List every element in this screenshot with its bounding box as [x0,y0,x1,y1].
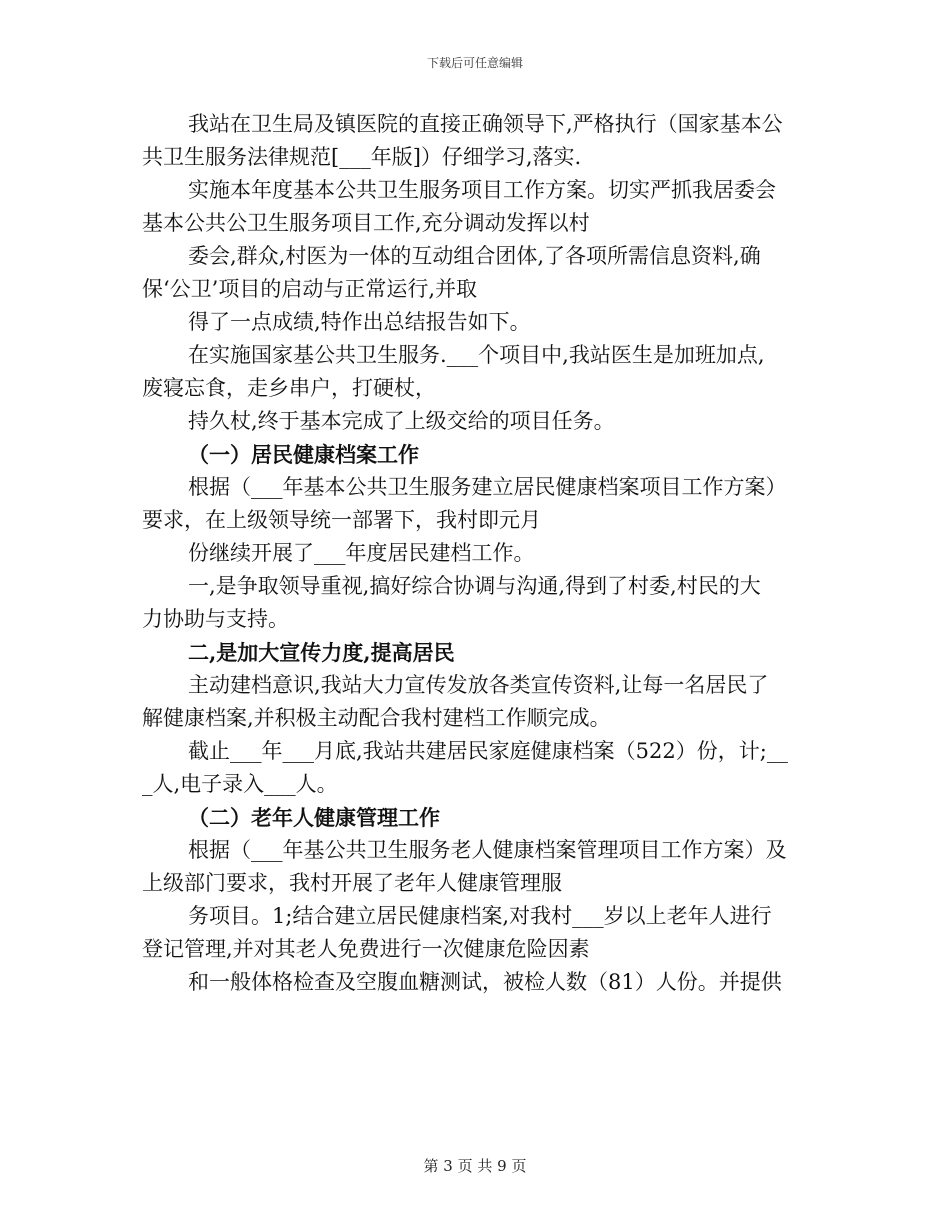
body-line: 保‘公卫’项目的启动与正常运行,并取 [142,277,478,301]
body-line: 得了一点成绩,特作出总结报告如下。 [188,310,531,334]
download-edit-note: 下载后可任意编辑 [426,56,523,70]
section-heading: （二）老年人健康管理工作 [188,805,440,830]
body-line: 根据（___年基公共卫生服务老人健康档案管理项目工作方案）及 [188,838,787,862]
body-line: _人,电子录入___人。 [142,772,338,796]
body-line: 委会,群众,村医为一体的互动组合团体,了各项所需信息资料,确 [188,244,761,268]
section-heading: 二,是加大宣传力度,提高居民 [188,640,455,665]
body-line: 实施本年度基本公共卫生服务项目工作方案。切实严抓我居委会 [188,178,776,202]
body-line: 力协助与支持。 [142,607,289,631]
body-line: 份继续开展了___年度居民建档工作。 [188,541,535,565]
body-line: 主动建档意识,我站大力宣传发放各类宣传资料,让每一名居民了 [188,673,769,697]
body-line: 基本公共公卫生服务项目工作,充分调动发挥以村 [142,211,590,235]
page-number: 第 3 页 共 9 页 [423,1157,527,1175]
body-line: 共卫生服务法律规范[___年版]）仔细学习,落实. [142,145,582,169]
body-line: 截止___年___月底,我站共建居民家庭健康档案（522）份，计;__ [188,739,788,763]
document-body [142,108,814,999]
body-line: 持久杖,终于基本完成了上级交给的项目任务。 [188,409,615,433]
section-heading: （一）居民健康档案工作 [188,442,419,467]
body-line: 我站在卫生局及镇医院的直接正确领导下,严格执行（国家基本公 [188,112,783,136]
body-line: 上级部门要求，我村开展了老年人健康管理服 [142,871,562,895]
body-line: 务项目。1;结合建立居民健康档案,对我村___岁以上老年人进行 [188,904,772,928]
body-line: 在实施国家基公共卫生服务.___个项目中,我站医生是加班加点, [188,343,765,367]
body-line: 废寝忘食，走乡串户，打硬杖， [142,376,436,400]
body-line: 登记管理,并对其老人免费进行一次健康危险因素 [142,937,590,961]
body-line: 和一般体格检查及空腹血糖测试，被检人数（81）人份。并提供 [188,970,782,994]
body-line: 要求，在上级领导统一部署下，我村即元月 [142,508,541,532]
body-line: 一,是争取领导重视,搞好综合协调与沟通,得到了村委,村民的大 [188,574,761,598]
body-line: 根据（___年基本公共卫生服务建立居民健康档案项目工作方案） [188,475,787,499]
body-line: 解健康档案,并积极主动配合我村建档工作顺完成。 [142,706,611,730]
